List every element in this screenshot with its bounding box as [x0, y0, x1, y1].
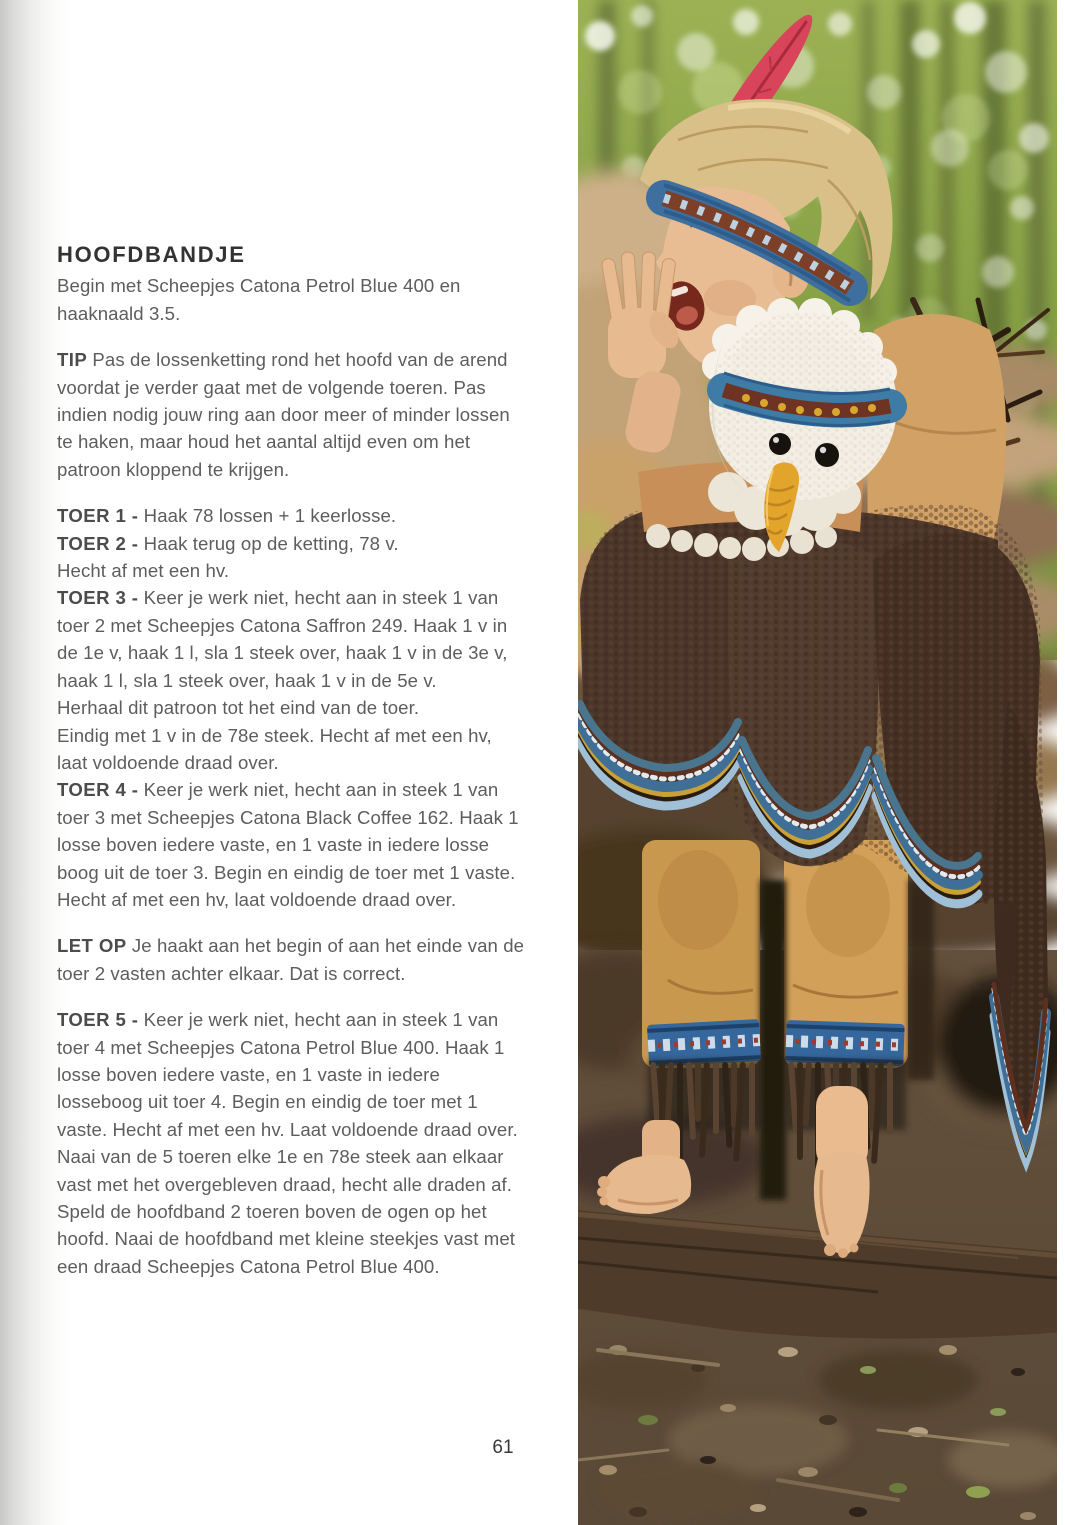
step-label: TOER 2 -	[57, 532, 139, 554]
step-paragraph: Speld de hoofdband 2 toeren boven de ogen op het hoofd. Naai de hoofdband met kleine steekjes vast met een draad Scheepjes Catona Petrol Blue 400.	[57, 1201, 516, 1277]
note-text: Je haakt aan het begin of aan het einde van de toer 2 vasten achter elkaar. Dat is correct.	[57, 935, 525, 984]
step-paragraph: Hecht af met een hv.	[57, 560, 230, 582]
pattern-text-column	[57, 241, 525, 1280]
pattern-photo	[578, 0, 1057, 1525]
intro-paragraph: Begin met Scheepjes Catona Petrol Blue 400 en haaknaald 3.5.	[57, 275, 461, 324]
step-paragraph: TOER 5 - Keer je werk niet, hecht aan in steek 1 van toer 4 met Scheepjes Catona Petrol Blue 400. Haak 1 losse boven iedere vaste, en 1 vaste in iedere losseboog uit toer 4. Begin en eindig de toer met 1 vaste. Hecht af met een hv. Laat voldoende draad over. Naai van de 5 toeren elke 1e en 78e steek aan elkaar vast met het overgebleven draad, hecht alle draden af.	[57, 1009, 518, 1195]
step-label: TOER 5 -	[57, 1009, 139, 1031]
note-label: LET OP	[57, 935, 127, 957]
step-paragraph: Eindig met 1 v in de 78e steek. Hecht af met een hv, laat voldoende draad over.	[57, 724, 492, 773]
step-paragraph: Herhaal dit patroon tot het eind van de toer.	[57, 697, 420, 719]
step-paragraph: TOER 3 - Keer je werk niet, hecht aan in steek 1 van toer 2 met Scheepjes Catona Saffron 249. Haak 1 v in de 1e v, haak 1 l, sla 1 steek over, haak 1 v in de 3e v, haak 1 l, sla 1 steek over, haak 1 v in de 5e v.	[57, 587, 508, 691]
step-paragraph: TOER 4 - Keer je werk niet, hecht aan in steek 1 van toer 3 met Scheepjes Catona Black Coffee 162. Haak 1 losse boven iedere vaste, en 1 vaste in iedere losse boog uit de toer 3. Begin en eindig de toer met 1 vaste. Hecht af met een hv, laat voldoende draad over.	[57, 779, 519, 910]
tip-paragraph	[57, 346, 525, 483]
page-number: 61	[492, 1437, 514, 1458]
step-label: TOER 1 -	[57, 505, 139, 527]
step-label: TOER 3 -	[57, 587, 139, 609]
step-paragraph: TOER 1 - Haak 78 lossen + 1 keerlosse.	[57, 505, 397, 527]
step-label: TOER 4 -	[57, 779, 139, 801]
tip-text: Pas de lossenketting rond het hoofd van de arend voordat je verder gaat met de volgende toeren. Pas indien nodig jouw ring aan door meer of minder lossen te haken, maar houd het aantal altijd even om het patroon kloppend te krijgen.	[57, 349, 510, 480]
section-heading: HOOFDBANDJE	[57, 242, 246, 267]
step-paragraph: TOER 2 - Haak terug op de ketting, 78 v.	[57, 532, 399, 554]
note-paragraph	[57, 932, 525, 987]
tip-label: TIP	[57, 349, 88, 371]
pattern-steps-1	[57, 502, 525, 913]
pattern-steps-2	[57, 1006, 525, 1280]
